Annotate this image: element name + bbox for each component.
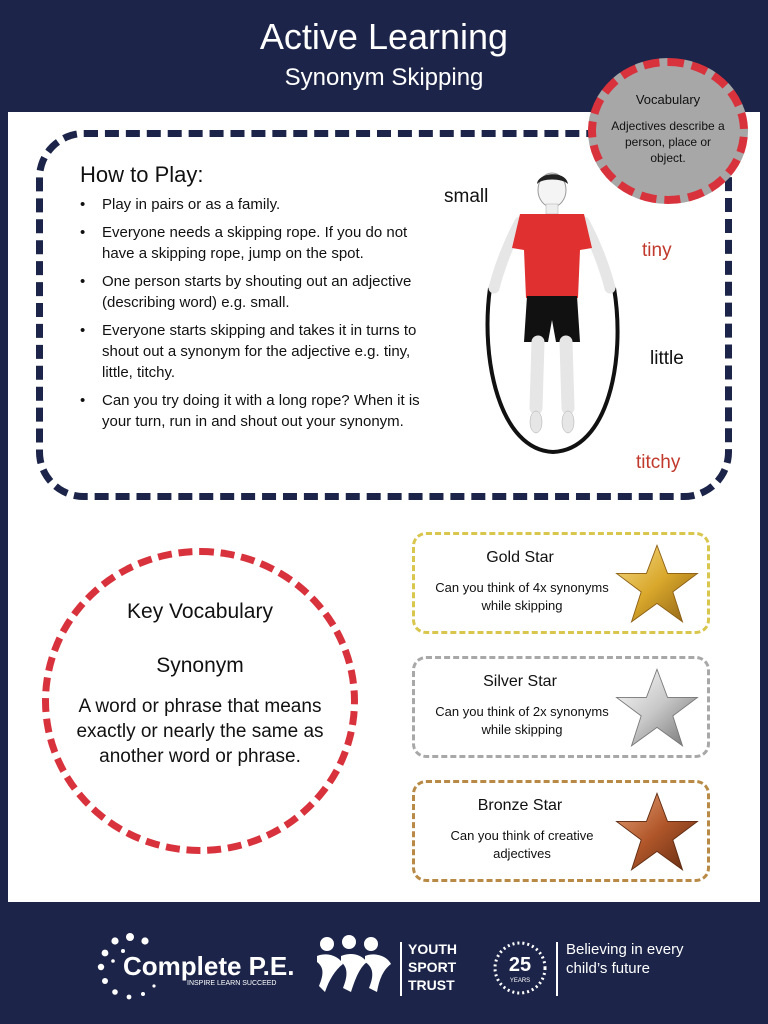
years-divider [556,942,558,996]
key-vocabulary-word: Synonym [156,654,244,677]
how-to-play-title: How to Play: [80,162,204,187]
yst-line: YOUTH [408,941,457,957]
page-title: Active Learning [259,16,509,57]
yst-line: TRUST [408,977,455,993]
believing-slogan: Believing in every child’s future [566,941,684,977]
gold-star-icon [613,541,701,627]
word-titchy: titchy [636,452,681,473]
complete-pe-name: Complete P.E. [123,951,295,981]
list-item: • Everyone starts skipping and takes it in turns to shout out a synonym for the adjective e.g. tiny, little, titchy. [80,320,420,383]
page-subtitle: Synonym Skipping [284,64,484,91]
complete-pe-tagline: INSPIRE LEARN SUCCEED [187,980,277,987]
word-small: small [444,186,489,207]
silver-star-title: Silver Star [483,673,557,690]
bronze-star-text: Can you think of creative adjectives [450,828,594,861]
list-item: • Play in pairs or as a family. [80,194,420,215]
yst-line: SPORT [408,959,457,975]
yst-divider [400,942,402,996]
skipping-figure-illustration [480,170,630,460]
bronze-star-title: Bronze Star [477,797,563,814]
key-vocabulary-title: Key Vocabulary [127,600,273,623]
silver-star-icon [613,665,701,751]
how-to-play-list [80,194,420,439]
vocabulary-bubble [588,58,748,204]
silver-star-box [412,656,710,758]
youth-sport-trust-logo-icon [315,934,395,996]
vocabulary-bubble-text: Adjectives describe a person, place or object. [611,119,725,165]
key-vocabulary-definition: A word or phrase that means exactly or nearly the same as another word or phrase. [76,696,324,767]
word-tiny: tiny [642,240,672,261]
gold-star-title: Gold Star [486,549,554,566]
vocabulary-bubble-title: Vocabulary [635,92,701,107]
bronze-star-icon [613,789,701,875]
gold-star-box [412,532,710,634]
youth-sport-trust-text [408,940,457,994]
gold-star-text: Can you think of 4x synonyms while skipping [435,580,609,613]
25-years-badge-icon [492,940,548,996]
bronze-star-box [412,780,710,882]
list-item: • Everyone needs a skipping rope. If you do not have a skipping rope, jump on the spot. [80,222,420,264]
years-label: YEARS [509,978,531,984]
word-little: little [650,348,684,369]
years-number: 25 [508,954,532,976]
list-item: • Can you try doing it with a long rope? When it is your turn, run in and shout out your synonym. [80,390,420,432]
silver-star-text: Can you think of 2x synonyms while skipping [435,704,609,737]
list-item: • One person starts by shouting out an adjective (describing word) e.g. small. [80,271,420,313]
